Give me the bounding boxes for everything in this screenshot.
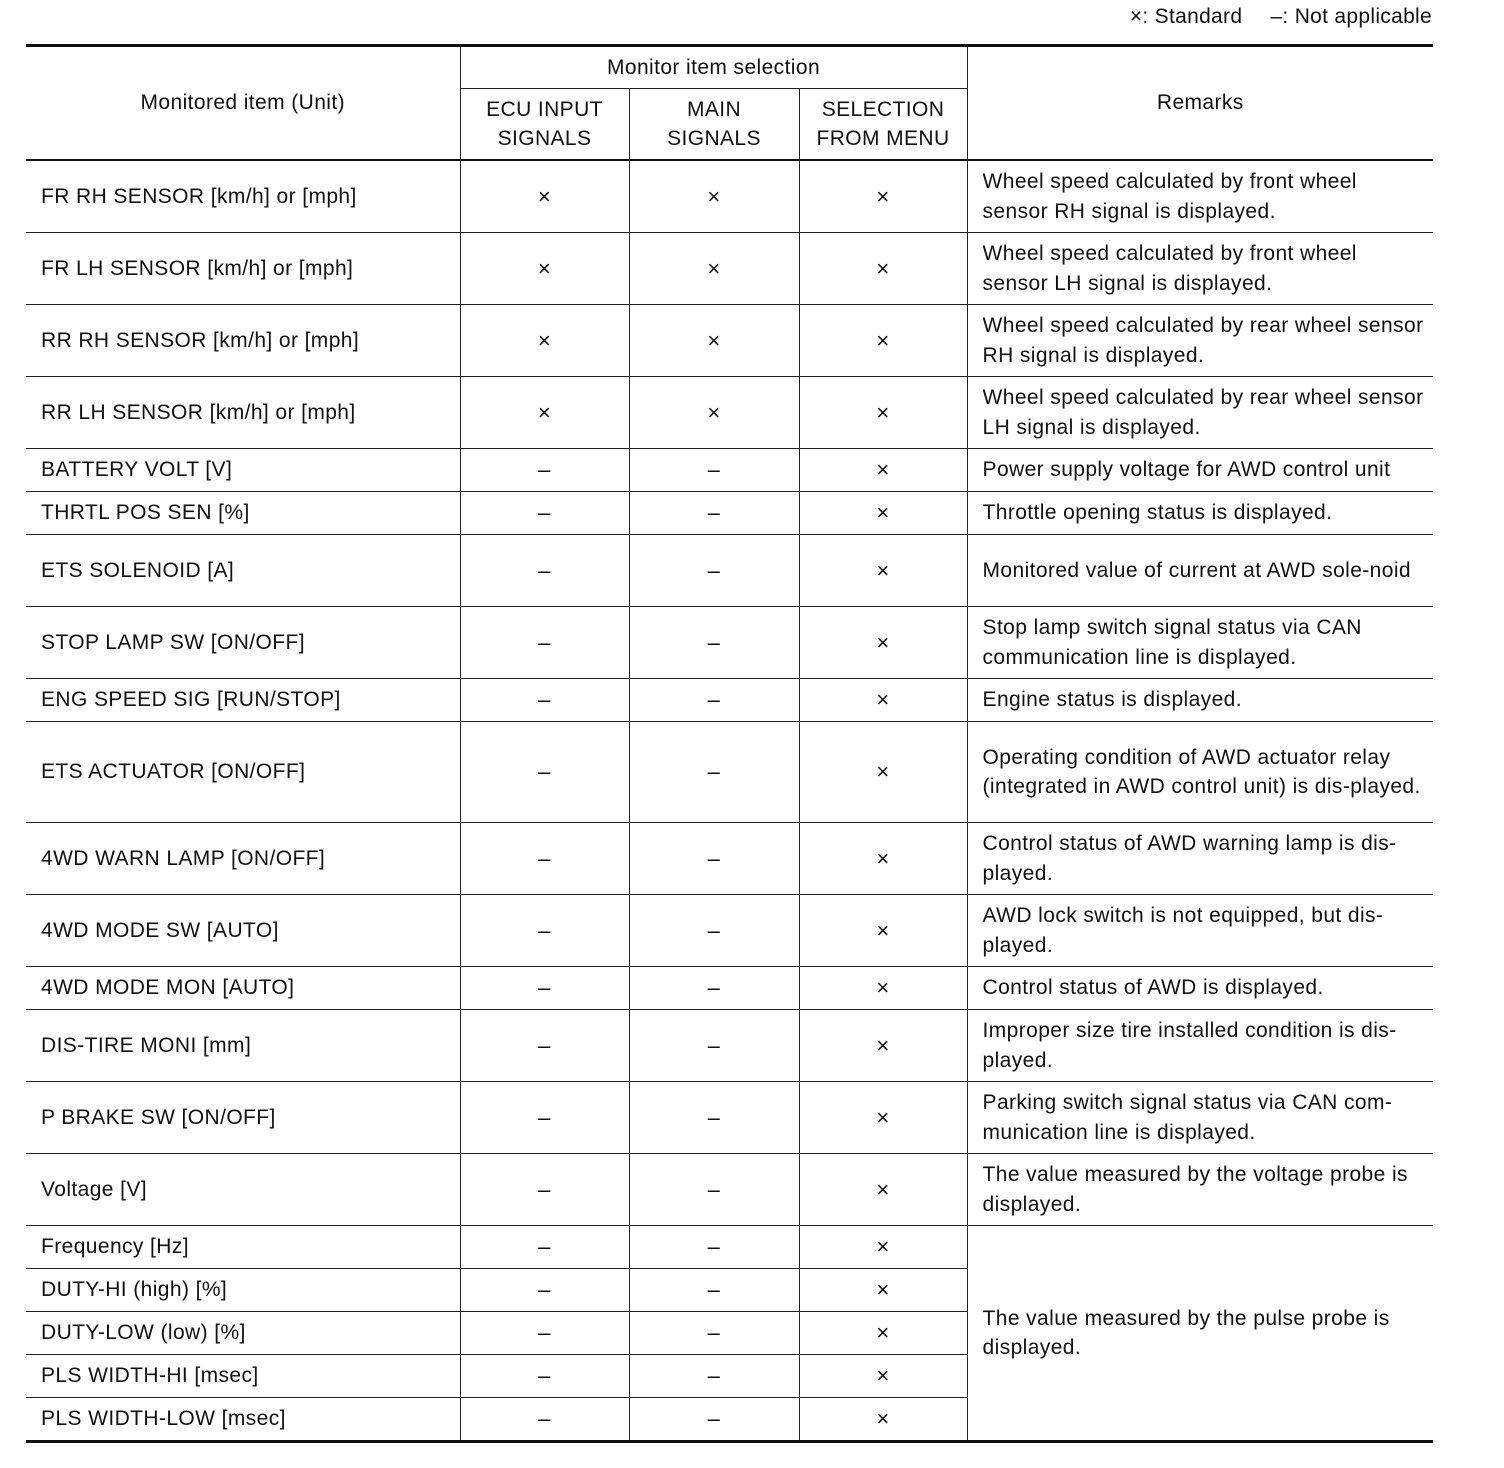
item-cell: BATTERY VOLT [V]: [26, 449, 460, 492]
table-row: [26, 967, 1433, 1010]
header-selection-from-menu: SELECTION FROM MENU: [799, 89, 967, 161]
remarks-cell: Wheel speed calculated by front wheel sensor LH signal is displayed.: [967, 233, 1433, 305]
item-cell: DIS-TIRE MONI [mm]: [26, 1010, 460, 1082]
ecu-input-mark: –: [460, 895, 629, 967]
item-cell: FR LH SENSOR [km/h] or [mph]: [26, 233, 460, 305]
ecu-input-mark: –: [460, 535, 629, 607]
main-signals-mark: ×: [629, 160, 799, 233]
remarks-cell: Monitored value of current at AWD sole-noid: [967, 535, 1433, 607]
ecu-input-mark: –: [460, 722, 629, 823]
ecu-input-mark: –: [460, 1355, 629, 1398]
item-cell: Frequency [Hz]: [26, 1226, 460, 1269]
ecu-input-mark: –: [460, 967, 629, 1010]
item-cell: Voltage [V]: [26, 1154, 460, 1226]
selection-mark: ×: [799, 1082, 967, 1154]
selection-mark: ×: [799, 722, 967, 823]
main-signals-mark: –: [629, 1154, 799, 1226]
remarks-cell: Engine status is displayed.: [967, 679, 1433, 722]
table-row: [26, 1010, 1433, 1082]
selection-mark: ×: [799, 967, 967, 1010]
table-row: [26, 823, 1433, 895]
item-cell: ETS SOLENOID [A]: [26, 535, 460, 607]
remarks-cell: Parking switch signal status via CAN com-munication line is displayed.: [967, 1082, 1433, 1154]
selection-mark: ×: [799, 449, 967, 492]
main-signals-mark: ×: [629, 305, 799, 377]
item-cell: FR RH SENSOR [km/h] or [mph]: [26, 160, 460, 233]
selection-mark: ×: [799, 305, 967, 377]
ecu-input-mark: –: [460, 1312, 629, 1355]
item-cell: RR RH SENSOR [km/h] or [mph]: [26, 305, 460, 377]
remarks-cell: Power supply voltage for AWD control unit: [967, 449, 1433, 492]
ecu-input-mark: –: [460, 823, 629, 895]
main-signals-mark: –: [629, 449, 799, 492]
ecu-input-mark: –: [460, 1082, 629, 1154]
header-monitored-item: Monitored item (Unit): [26, 46, 460, 161]
pulse-probe-remarks-cell: The value measured by the pulse probe is displayed.: [967, 1226, 1433, 1442]
table-row: [26, 1226, 1433, 1269]
header-remarks: Remarks: [967, 46, 1433, 161]
selection-mark: ×: [799, 1226, 967, 1269]
ecu-input-mark: –: [460, 679, 629, 722]
remarks-cell: Wheel speed calculated by rear wheel sensor LH signal is displayed.: [967, 377, 1433, 449]
selection-mark: ×: [799, 679, 967, 722]
main-signals-mark: –: [629, 1312, 799, 1355]
table-row: [26, 895, 1433, 967]
main-signals-mark: –: [629, 722, 799, 823]
item-cell: ETS ACTUATOR [ON/OFF]: [26, 722, 460, 823]
selection-mark: ×: [799, 377, 967, 449]
item-cell: ENG SPEED SIG [RUN/STOP]: [26, 679, 460, 722]
main-signals-mark: –: [629, 492, 799, 535]
header-ecu-input-signals: ECU INPUT SIGNALS: [460, 89, 629, 161]
selection-mark: ×: [799, 535, 967, 607]
main-signals-mark: –: [629, 1269, 799, 1312]
ecu-input-mark: ×: [460, 305, 629, 377]
monitor-item-table: [26, 44, 1433, 1443]
selection-mark: ×: [799, 895, 967, 967]
remarks-cell: Control status of AWD is displayed.: [967, 967, 1433, 1010]
selection-mark: ×: [799, 1154, 967, 1226]
table-row: [26, 1154, 1433, 1226]
ecu-input-mark: –: [460, 1226, 629, 1269]
legend: [1108, 5, 1432, 29]
remarks-cell: The value measured by the voltage probe is displayed.: [967, 1154, 1433, 1226]
ecu-input-mark: ×: [460, 377, 629, 449]
item-cell: THRTL POS SEN [%]: [26, 492, 460, 535]
ecu-input-mark: –: [460, 1269, 629, 1312]
remarks-cell: Operating condition of AWD actuator relay (integrated in AWD control unit) is dis-played.: [967, 722, 1433, 823]
ecu-input-mark: –: [460, 1154, 629, 1226]
table-row: [26, 1082, 1433, 1154]
header-monitor-item-selection: Monitor item selection: [460, 46, 967, 89]
selection-mark: ×: [799, 492, 967, 535]
item-cell: PLS WIDTH-HI [msec]: [26, 1355, 460, 1398]
item-cell: DUTY-HI (high) [%]: [26, 1269, 460, 1312]
main-signals-mark: –: [629, 1355, 799, 1398]
main-signals-mark: –: [629, 535, 799, 607]
item-cell: 4WD WARN LAMP [ON/OFF]: [26, 823, 460, 895]
table-row: [26, 377, 1433, 449]
main-signals-mark: –: [629, 967, 799, 1010]
ecu-input-mark: ×: [460, 233, 629, 305]
item-cell: RR LH SENSOR [km/h] or [mph]: [26, 377, 460, 449]
item-cell: 4WD MODE MON [AUTO]: [26, 967, 460, 1010]
table-row: [26, 679, 1433, 722]
table-row: [26, 160, 1433, 233]
selection-mark: ×: [799, 823, 967, 895]
item-cell: PLS WIDTH-LOW [msec]: [26, 1398, 460, 1442]
remarks-cell: Control status of AWD warning lamp is dis-played.: [967, 823, 1433, 895]
ecu-input-mark: –: [460, 1010, 629, 1082]
selection-mark: ×: [799, 1398, 967, 1442]
table-row: [26, 449, 1433, 492]
main-signals-mark: –: [629, 1082, 799, 1154]
main-signals-mark: –: [629, 823, 799, 895]
table-row: [26, 233, 1433, 305]
item-cell: STOP LAMP SW [ON/OFF]: [26, 607, 460, 679]
main-signals-mark: –: [629, 1226, 799, 1269]
selection-mark: ×: [799, 160, 967, 233]
main-signals-mark: ×: [629, 233, 799, 305]
ecu-input-mark: –: [460, 449, 629, 492]
legend-not-applicable: –: Not applicable: [1270, 5, 1432, 28]
selection-mark: ×: [799, 1010, 967, 1082]
item-cell: DUTY-LOW (low) [%]: [26, 1312, 460, 1355]
legend-standard: ×: Standard: [1129, 5, 1243, 28]
selection-mark: ×: [799, 1312, 967, 1355]
item-cell: 4WD MODE SW [AUTO]: [26, 895, 460, 967]
main-signals-mark: –: [629, 1398, 799, 1442]
selection-mark: ×: [799, 1269, 967, 1312]
main-signals-mark: –: [629, 1010, 799, 1082]
table-row: [26, 722, 1433, 823]
remarks-cell: Throttle opening status is displayed.: [967, 492, 1433, 535]
item-cell: P BRAKE SW [ON/OFF]: [26, 1082, 460, 1154]
selection-mark: ×: [799, 1355, 967, 1398]
main-signals-mark: ×: [629, 377, 799, 449]
ecu-input-mark: –: [460, 492, 629, 535]
remarks-cell: Stop lamp switch signal status via CAN communication line is displayed.: [967, 607, 1433, 679]
table-row: [26, 607, 1433, 679]
selection-mark: ×: [799, 233, 967, 305]
remarks-cell: AWD lock switch is not equipped, but dis-played.: [967, 895, 1433, 967]
main-signals-mark: –: [629, 895, 799, 967]
remarks-cell: Improper size tire installed condition is dis-played.: [967, 1010, 1433, 1082]
table-row: [26, 535, 1433, 607]
ecu-input-mark: –: [460, 607, 629, 679]
table-row: [26, 492, 1433, 535]
ecu-input-mark: ×: [460, 160, 629, 233]
main-signals-mark: –: [629, 679, 799, 722]
table-row: [26, 305, 1433, 377]
ecu-input-mark: –: [460, 1398, 629, 1442]
selection-mark: ×: [799, 607, 967, 679]
main-signals-mark: –: [629, 607, 799, 679]
header-main-signals: MAIN SIGNALS: [629, 89, 799, 161]
remarks-cell: Wheel speed calculated by rear wheel sensor RH signal is displayed.: [967, 305, 1433, 377]
remarks-cell: Wheel speed calculated by front wheel sensor RH signal is displayed.: [967, 160, 1433, 233]
